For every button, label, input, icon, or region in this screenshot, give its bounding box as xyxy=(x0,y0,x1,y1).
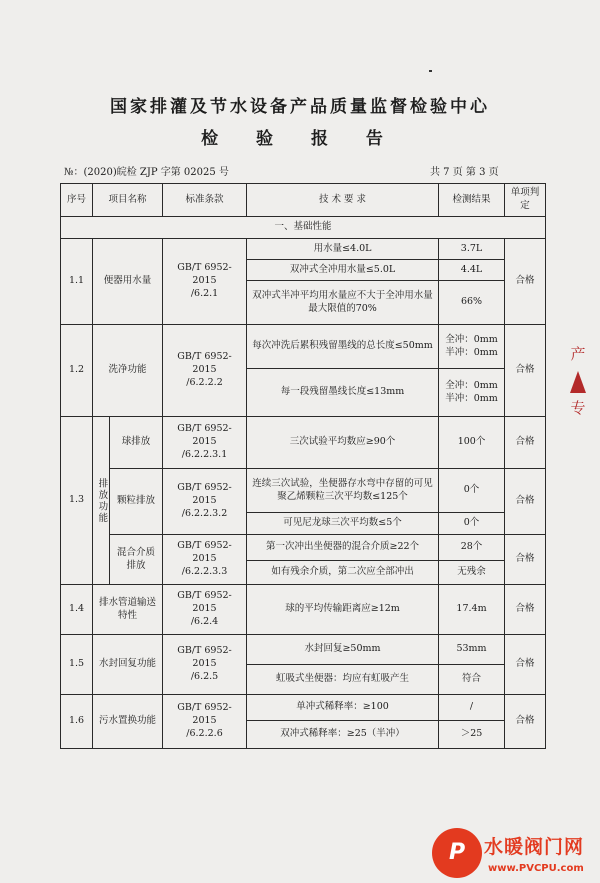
requirement: 连续三次试验，坐便器存水弯中存留的可见聚乙烯颗粒三次平均数≤125个 xyxy=(247,469,439,513)
verdict: 合格 xyxy=(505,325,546,417)
row-no: 1.4 xyxy=(61,585,93,635)
speck xyxy=(429,70,432,72)
verdict: 合格 xyxy=(505,535,546,585)
group-name: 排放功能 xyxy=(93,417,110,585)
seal-arrow-icon xyxy=(570,371,586,393)
org-title: 国家排灌及节水设备产品质量监督检验中心 xyxy=(110,97,490,117)
standard-clause: GB/T 6952-2015 /6.2.2.6 xyxy=(163,695,247,749)
result: 0个 xyxy=(439,469,505,513)
section-row xyxy=(61,217,546,239)
brand-logo-icon: P xyxy=(432,828,482,878)
item-name: 便器用水量 xyxy=(93,239,163,325)
result: 53mm xyxy=(439,635,505,665)
table-row xyxy=(61,635,546,665)
requirement: 双冲式全冲用水量≤5.0L xyxy=(247,260,439,281)
col-req: 技 术 要 求 xyxy=(247,184,439,217)
report-number: №：(2020)皖检 ZJP 字第 02025 号 xyxy=(64,167,229,178)
requirement: 第一次冲出坐便器的混合介质≥22个 xyxy=(247,535,439,561)
result: 100个 xyxy=(439,417,505,469)
standard-clause: GB/T 6952-2015 /6.2.5 xyxy=(163,635,247,695)
table-row xyxy=(61,325,546,369)
col-verdict: 单项判定 xyxy=(505,184,546,217)
item-name: 颗粒排放 xyxy=(110,469,163,535)
verdict: 合格 xyxy=(505,417,546,469)
requirement: 用水量≤4.0L xyxy=(247,239,439,260)
requirement: 双冲式稀释率：≥25（半冲） xyxy=(247,721,439,749)
verdict: 合格 xyxy=(505,469,546,535)
brand-url: www.PVCPU.com xyxy=(488,863,584,874)
requirement: 单冲式稀释率：≥100 xyxy=(247,695,439,721)
table-row xyxy=(61,469,546,513)
seal-glyph: 产 xyxy=(570,345,586,363)
result: 4.4L xyxy=(439,260,505,281)
standard-clause: GB/T 6952-2015 /6.2.4 xyxy=(163,585,247,635)
doc-title: 检 验 报 告 xyxy=(201,129,399,149)
col-std: 标准条款 xyxy=(163,184,247,217)
verdict: 合格 xyxy=(505,239,546,325)
table-row xyxy=(61,239,546,260)
col-item: 项目名称 xyxy=(93,184,163,217)
result: 无残余 xyxy=(439,561,505,585)
page-count: 共 7 页 第 3 页 xyxy=(430,167,499,178)
item-name: 洗净功能 xyxy=(93,325,163,417)
verdict: 合格 xyxy=(505,585,546,635)
section-title: 一、基础性能 xyxy=(61,217,546,239)
row-no: 1.1 xyxy=(61,239,93,325)
brand-name: 水暖阀门网 xyxy=(484,836,585,858)
requirement: 每次冲洗后累积残留墨线的总长度≤50mm xyxy=(247,325,439,369)
requirement: 三次试验平均数应≥90个 xyxy=(247,417,439,469)
result: ＞25 xyxy=(439,721,505,749)
col-res: 检测结果 xyxy=(439,184,505,217)
table-row xyxy=(61,695,546,721)
standard-clause: GB/T 6952-2015 /6.2.2.3.1 xyxy=(163,417,247,469)
result: 0个 xyxy=(439,513,505,535)
requirement: 双冲式半冲平均用水量应不大于全冲用水量最大限值的70% xyxy=(247,281,439,325)
result: / xyxy=(439,695,505,721)
result: 全冲：0mm 半冲：0mm xyxy=(439,325,505,369)
row-no: 1.5 xyxy=(61,635,93,695)
requirement: 球的平均传输距离应≥12m xyxy=(247,585,439,635)
table-row xyxy=(61,417,546,469)
standard-clause: GB/T 6952-2015 /6.2.2.3.3 xyxy=(163,535,247,585)
result: 28个 xyxy=(439,535,505,561)
standard-clause: GB/T 6952-2015 /6.2.1 xyxy=(163,239,247,325)
table-row xyxy=(61,535,546,561)
result: 66% xyxy=(439,281,505,325)
item-name: 污水置换功能 xyxy=(93,695,163,749)
standard-clause: GB/T 6952-2015 /6.2.2.3.2 xyxy=(163,469,247,535)
site-watermark xyxy=(432,828,600,883)
seal-glyph: 专 xyxy=(570,398,586,417)
inspection-table xyxy=(60,183,546,749)
requirement: 水封回复≥50mm xyxy=(247,635,439,665)
requirement: 如有残余介质，第二次应全部冲出 xyxy=(247,561,439,585)
requirement: 每一段残留墨线长度≤13mm xyxy=(247,369,439,417)
verdict: 合格 xyxy=(505,695,546,749)
result: 全冲：0mm 半冲：0mm xyxy=(439,369,505,417)
item-name: 混合介质排放 xyxy=(110,535,163,585)
result: 符合 xyxy=(439,665,505,695)
red-seal-fragment xyxy=(567,345,589,465)
item-name: 球排放 xyxy=(110,417,163,469)
item-name: 水封回复功能 xyxy=(93,635,163,695)
row-no: 1.6 xyxy=(61,695,93,749)
requirement: 可见尼龙球三次平均数≤5个 xyxy=(247,513,439,535)
standard-clause: GB/T 6952-2015 /6.2.2.2 xyxy=(163,325,247,417)
table-row xyxy=(61,585,546,635)
row-no: 1.2 xyxy=(61,325,93,417)
item-name: 排水管道输送特性 xyxy=(93,585,163,635)
verdict: 合格 xyxy=(505,635,546,695)
row-no: 1.3 xyxy=(61,417,93,585)
result: 3.7L xyxy=(439,239,505,260)
header-row xyxy=(61,184,546,217)
result: 17.4m xyxy=(439,585,505,635)
requirement: 虹吸式坐便器：均应有虹吸产生 xyxy=(247,665,439,695)
col-no: 序号 xyxy=(61,184,93,217)
